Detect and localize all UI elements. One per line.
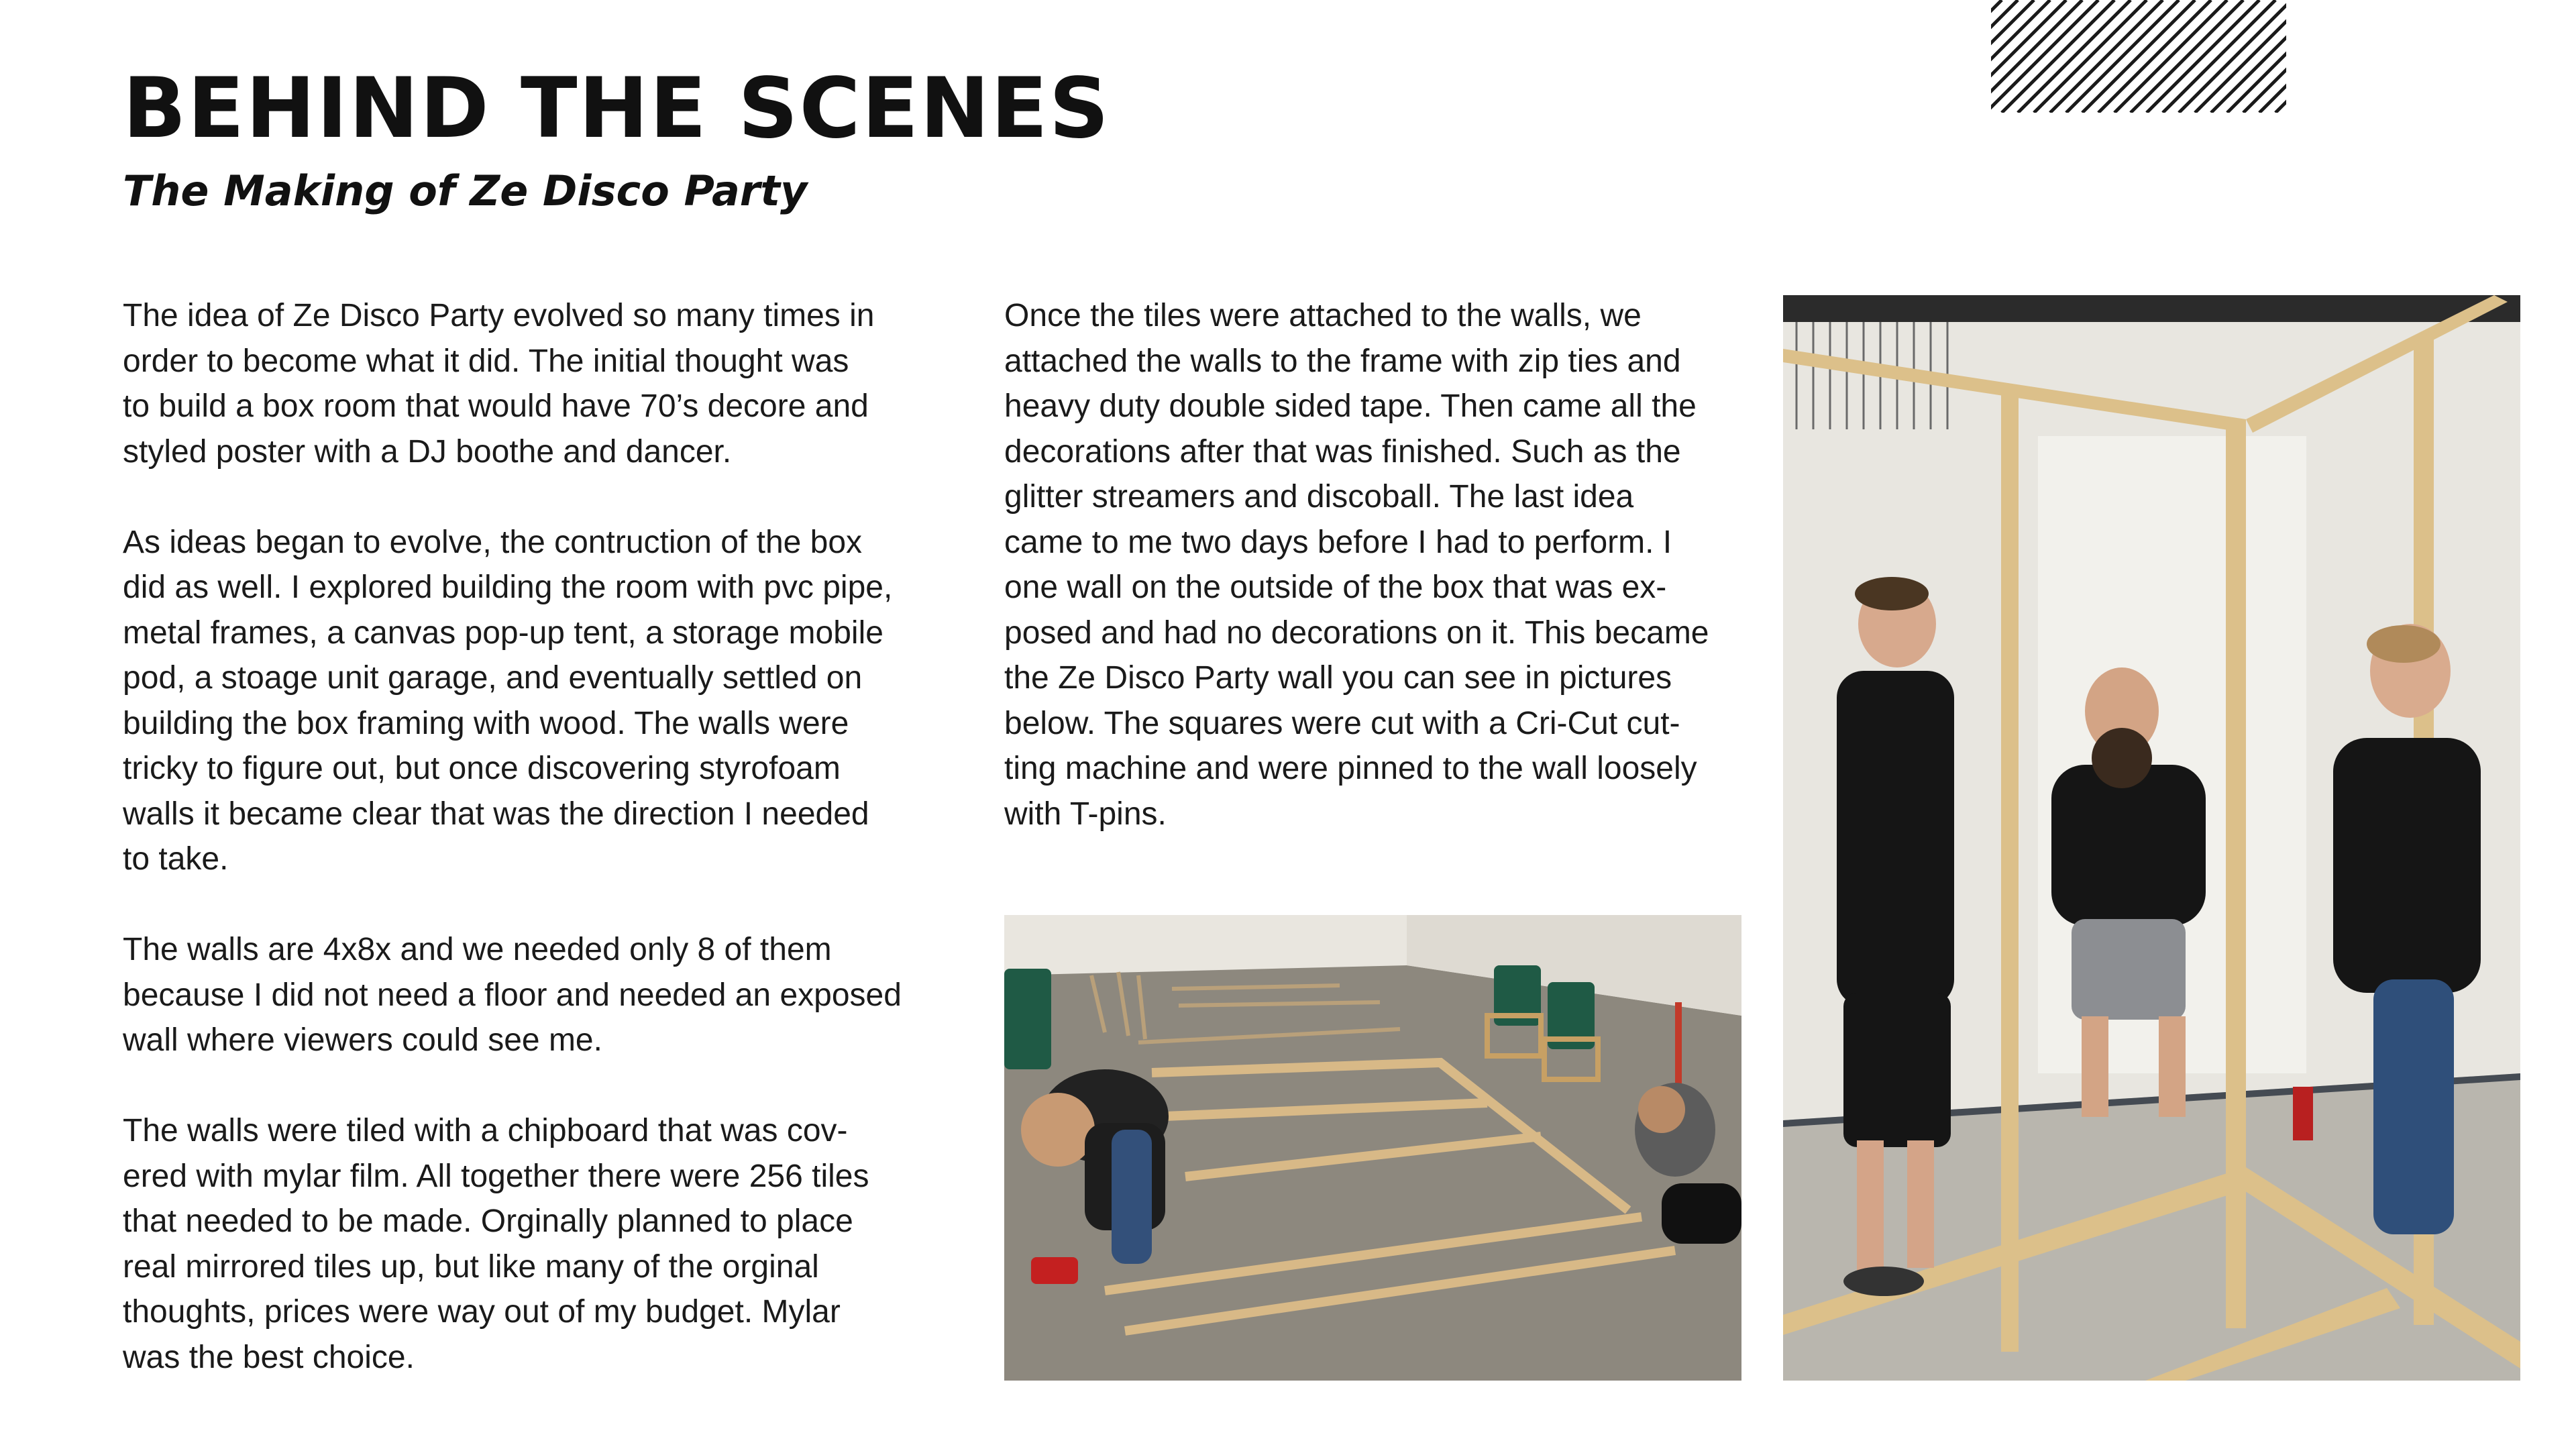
text-line: metal frames, a canvas pop-up tent, a storage mobile [123, 614, 883, 651]
text-line: The idea of Ze Disco Party evolved so many times in [123, 298, 875, 333]
text-line: wall where viewers could see me. [123, 1022, 602, 1058]
hatch-pattern-decoration [1991, 0, 2286, 113]
paragraph-tiles [123, 1108, 934, 1380]
text-line: ting machine and were pinned to the wall loosely [1004, 751, 1697, 786]
paragraph-construction [123, 520, 934, 882]
text-line: real mirrored tiles up, but like many of the orginal [123, 1248, 819, 1285]
text-line: one wall on the outside of the box that was ex- [1004, 570, 1667, 605]
photo-frame-assembly [1783, 295, 2520, 1381]
text-line: Once the tiles were attached to the walls, we [1004, 298, 1642, 333]
text-line: tricky to figure out, but once discovering styrofoam [123, 751, 841, 786]
text-line: styled poster with a DJ boothe and dancer. [123, 433, 732, 470]
photo-floor-framing [1004, 915, 1741, 1381]
text-line: attached the walls to the frame with zip ties and [1004, 343, 1681, 379]
text-line: walls it became clear that was the direction I needed [123, 796, 869, 832]
text-line: The walls are 4x8x and we needed only 8 of them [123, 932, 832, 967]
paragraph-origin [123, 293, 934, 474]
text-line: came to me two days before I had to perform. I [1004, 524, 1672, 560]
text-line: heavy duty double sided tape. Then came all the [1004, 388, 1697, 424]
text-line: below. The squares were cut with a Cri-Cut cut- [1004, 705, 1680, 741]
article-column-left [123, 293, 934, 1426]
page-title: BEHIND THE SCENES [123, 60, 1111, 157]
text-line: order to become what it did. The initial thought was [123, 343, 849, 379]
text-line: to build a box room that would have 70’s decore and [123, 388, 869, 424]
text-line: posed and had no decorations on it. This became [1004, 614, 1709, 651]
article-column-middle [1004, 293, 1742, 882]
text-line: decorations after that was finished. Such as the [1004, 433, 1681, 470]
text-line: The walls were tiled with a chipboard that was cov- [123, 1113, 848, 1148]
text-line: thoughts, prices were way out of my budget. Mylar [123, 1294, 841, 1330]
text-line: to take. [123, 841, 229, 877]
paragraph-walls [123, 927, 934, 1063]
text-line: with T-pins. [1004, 796, 1167, 832]
text-line: was the best choice. [123, 1339, 415, 1375]
paragraph-assembly [1004, 293, 1742, 837]
text-line: the Ze Disco Party wall you can see in pictures [1004, 660, 1672, 696]
page-subtitle: The Making of Ze Disco Party [123, 166, 808, 215]
text-line: because I did not need a floor and needed an exposed [123, 977, 902, 1013]
text-line: pod, a stoage unit garage, and eventually settled on [123, 660, 863, 696]
text-line: ered with mylar film. All together there were 256 tiles [123, 1158, 869, 1194]
text-line: building the box framing with wood. The walls were [123, 705, 849, 741]
text-line: glitter streamers and discoball. The last idea [1004, 479, 1634, 515]
text-line: As ideas began to evolve, the contruction of the box [123, 524, 863, 560]
text-line: that needed to be made. Orginally planned to place [123, 1203, 853, 1239]
text-line: did as well. I explored building the room with pvc pipe, [123, 570, 893, 605]
